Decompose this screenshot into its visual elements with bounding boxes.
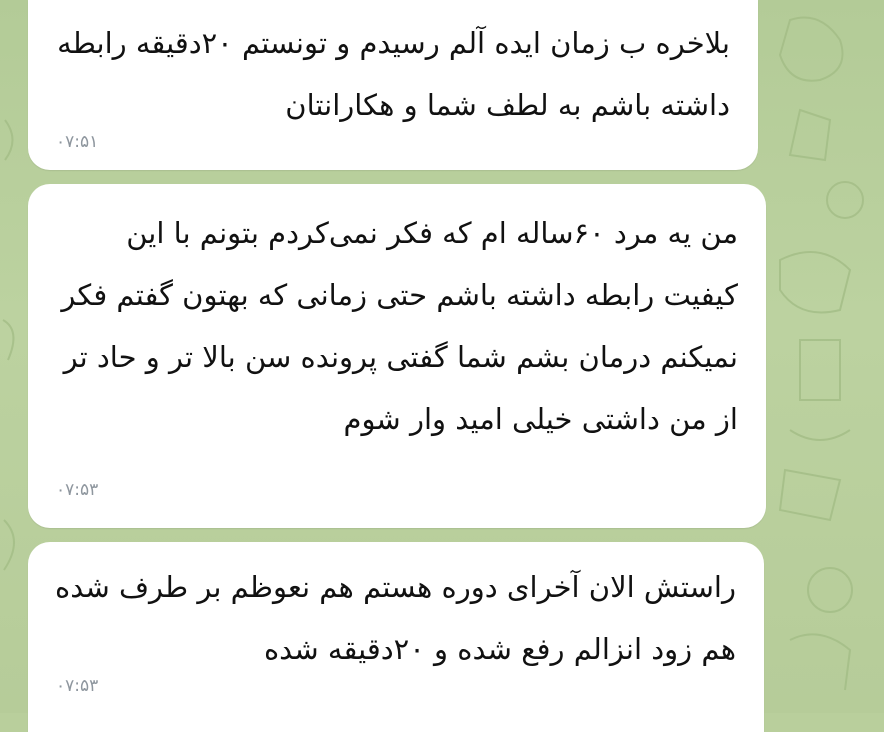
message-time: ۰۷:۵۱ bbox=[56, 132, 99, 152]
message-text: بلاخره ب زمان ایده آلم رسیدم و تونستم ۲۰دقیقه رابطه داشته باشم به لطف شما و هکارانتان bbox=[57, 26, 730, 122]
message-text: من یه مرد ۶۰ساله ام که فکر نمی‌کردم بتونم با این کیفیت رابطه داشته باشم حتی زمانی که بهتون گفتم فکر نمیکنم درمان بشم شما گفتی پرونده سن بالا تر و حاد تر از من داشتی خیلی امید وار شوم bbox=[61, 216, 738, 436]
message-time: ۰۷:۵۳ bbox=[56, 480, 99, 500]
message-bubble[interactable] bbox=[28, 0, 758, 170]
message-time: ۰۷:۵۳ bbox=[56, 676, 99, 696]
message-bubble[interactable] bbox=[28, 542, 764, 732]
message-text: راستش الان آخرای دوره هستم هم نعوظم بر طرف شده هم زود انزالم رفع شده و ۲۰دقیقه شده bbox=[55, 570, 736, 666]
message-bubble[interactable] bbox=[28, 184, 766, 528]
